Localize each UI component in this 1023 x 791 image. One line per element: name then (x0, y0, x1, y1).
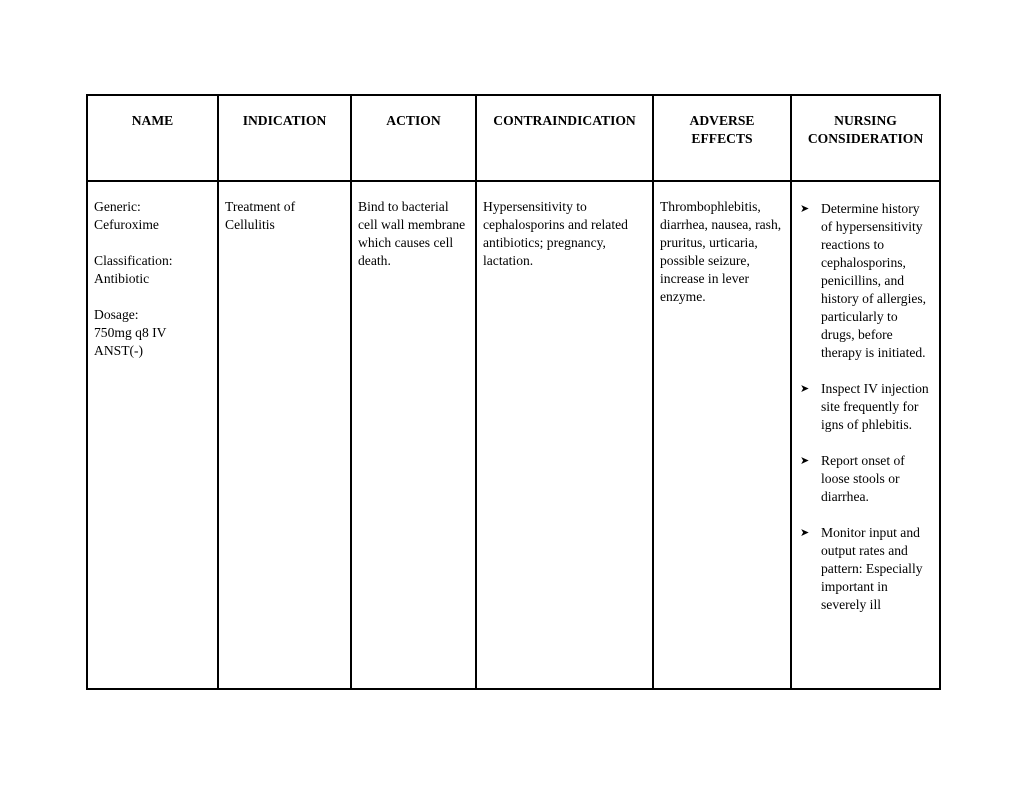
arrowhead-bullet-icon: ➤ (800, 526, 810, 539)
header-row (87, 95, 940, 181)
generic-label: Generic: (94, 199, 141, 214)
indication-cell (218, 181, 351, 689)
consideration-text: Inspect IV injection site frequently for igns of phlebitis. (821, 381, 929, 432)
list-item (798, 200, 933, 362)
nursing-considerations-list (798, 200, 933, 614)
indication-text: Treatment of Cellulitis (225, 199, 296, 232)
contraindication-text: Hypersensitivity to cephalosporins and related antibiotics; pregnancy, lactation. (483, 199, 628, 268)
arrowhead-bullet-icon: ➤ (800, 202, 810, 215)
consideration-text: Report onset of loose stools or diarrhea. (821, 453, 905, 504)
adverse-effects-cell (653, 181, 791, 689)
header-action: ACTION (351, 95, 476, 181)
header-adverse-effects-line-2: EFFECTS (691, 131, 753, 146)
contraindication-cell (476, 181, 653, 689)
header-adverse-effects (653, 95, 791, 181)
list-item (798, 452, 933, 506)
header-nursing-consideration-line-2: CONSIDERATION (807, 131, 924, 146)
drug-row (87, 181, 940, 689)
spacer (94, 288, 211, 306)
action-text: Bind to bacterial cell wall membrane which causes cell death. (358, 199, 466, 268)
consideration-text: Determine history of hypersensitivity reactions to cephalosporins, penicillins, and history of allergies, particularly to drugs, before therapy is initiated. (821, 201, 927, 360)
classification-label: Classification: (94, 253, 173, 268)
adverse-effects-text: Thrombophlebitis, diarrhea, nausea, rash, pruritus, urticaria, possible seizure, increase in lever enzyme. (660, 199, 782, 304)
header-name: NAME (87, 95, 218, 181)
arrowhead-bullet-icon: ➤ (800, 382, 810, 395)
classification-value: Antibiotic (94, 271, 150, 286)
action-cell (351, 181, 476, 689)
spacer (94, 234, 211, 252)
header-contraindication: CONTRAINDICATION (476, 95, 653, 181)
consideration-text: Monitor input and output rates and pattern: Especially important in severely ill (821, 525, 923, 612)
list-item (798, 524, 933, 614)
nursing-consideration-cell (791, 181, 940, 689)
name-cell (87, 181, 218, 689)
anst-result: ANST(-) (94, 343, 144, 358)
header-nursing-consideration-line-1: NURSING (834, 113, 897, 128)
header-adverse-effects-line-1: ADVERSE (689, 113, 755, 128)
header-indication: INDICATION (218, 95, 351, 181)
list-item (798, 380, 933, 434)
dosage-label: Dosage: (94, 307, 139, 322)
dosage-value: 750mg q8 IV (94, 325, 167, 340)
arrowhead-bullet-icon: ➤ (800, 454, 810, 467)
header-nursing-consideration (791, 95, 940, 181)
generic-value: Cefuroxime (94, 217, 159, 232)
drug-study-table (86, 94, 941, 690)
